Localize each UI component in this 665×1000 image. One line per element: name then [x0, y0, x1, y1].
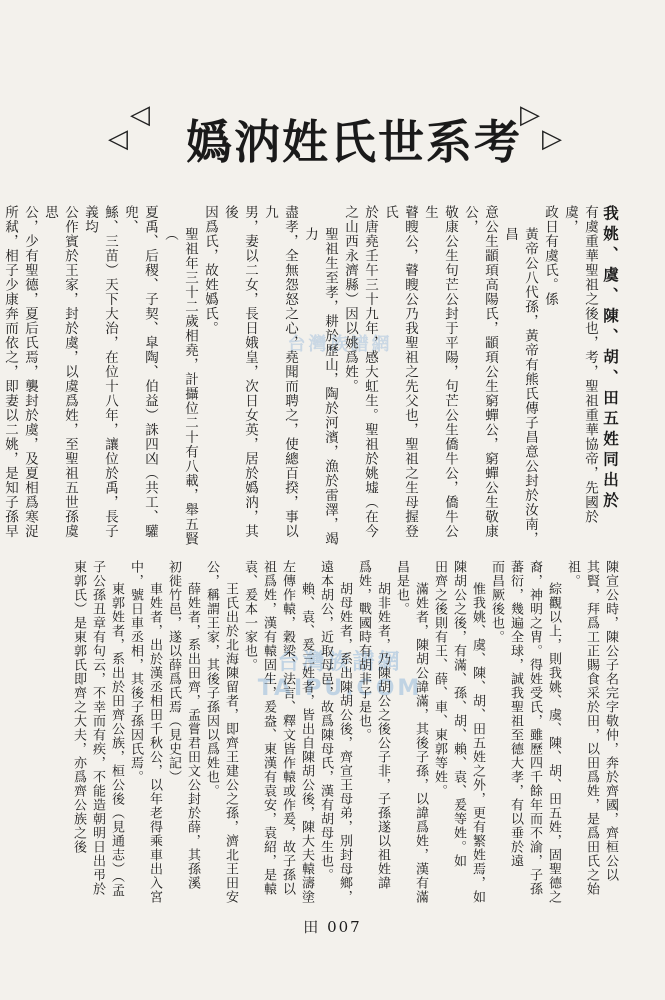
- text-column: 而昌厥後也。: [489, 560, 504, 644]
- text-column: 袁、爰本一家也。: [242, 560, 257, 672]
- text-column: 惟我姚、虞、陳、胡、田五姓之外，更有繁姓焉，如: [470, 582, 485, 904]
- left-arrow-mark-bottom: ◁: [108, 124, 128, 154]
- text-column: 車姓者，出於漢丞相田千秋公，以年老得乘車出入宮: [147, 582, 162, 904]
- text-column: 之山西永濟縣）因以姚爲姓。: [342, 205, 358, 394]
- text-column: 胡母姓者，系出陳胡公後，齊宣王母弟，別封母鄉，: [337, 582, 352, 904]
- text-column: 我姚、虞、陳、胡、田五姓同出於: [601, 205, 620, 513]
- text-column: 意公生顓頊高陽氏，顓頊公生窮蟬公，窮蟬公生敬康公，: [462, 205, 498, 539]
- text-column: 子公孫丑章有句云，不幸而有疾，不能造朝明日出弔於: [90, 560, 105, 896]
- text-column: 公，少有聖德，夏后氏焉，襲封於虞，及夏相爲寒浞: [22, 205, 38, 539]
- text-column: 瞽瞍公，瞽瞍公乃我聖祖之先父也，聖祖之生母握登氏: [382, 205, 418, 539]
- text-column: 聖祖年三十二歲相堯，計攝位二十有八載，舉五賢（: [162, 227, 198, 546]
- text-column: 政日有虞氏。係: [542, 205, 558, 307]
- text-column: 祖。: [565, 560, 580, 588]
- text-column: 左傳作轅，穀梁、法言、釋文皆作轅或作爰，故子孫以: [280, 560, 295, 896]
- text-column: 賴、袁、爰三姓者，皆出自陳胡公後，陳大夫轅濤塗: [299, 582, 314, 904]
- text-column: 盡孝，全無怨怒之心，堯聞而聘之，使總百揆，事以九: [262, 205, 298, 539]
- watermark-lower: 台灣族譜網 TAIPU.COM: [257, 650, 423, 701]
- text-column: 因爲氏，故姓嬀氏。: [202, 205, 218, 336]
- text-column: 敬康公生句芒公封于平陽，句芒公生僑牛公，僑牛公生: [422, 205, 458, 539]
- text-column: 薛姓者，系出田齊，孟嘗君田文公封於薛，其孫溪: [185, 582, 200, 890]
- text-column: 東郭姓者，系出於田齊公族，桓公後（見通志）（孟: [109, 582, 124, 898]
- text-column: 田齊之後則有王、薛、車、東郭等姓。: [432, 560, 447, 798]
- text-column: 蕃衍，幾遍全球，誠我聖祖至德大孝，有以垂於遠: [508, 560, 523, 868]
- text-column: 公，稱謂王家，其後子孫因以爲姓也。: [204, 560, 219, 798]
- text-column: 中，號日車丞相，其後子孫因氏焉。: [128, 560, 143, 784]
- text-column: 裔，神明之胄。得姓受氏，雖歷四千餘年而不渝，子孫: [527, 560, 542, 896]
- text-column: 祖爲姓，漢有轅固生，爰盎、東漢有袁安，袁紹，是轅: [261, 560, 276, 896]
- left-arrow-mark-top: ◁: [130, 100, 150, 130]
- text-column: 昌是也。: [394, 560, 409, 616]
- text-column: 陳宣公時，陳公子名完字敬仲，奔於齊國，齊桓公以: [603, 560, 618, 882]
- text-column: 公作賓於王家，封於虞，以虞爲姓，至聖祖五世孫虞思: [42, 205, 78, 539]
- text-column: 王氏出於北海陳留者，即齊王建公之孫，濟北王田安: [223, 582, 238, 904]
- text-column: 鯀、三苗）天下大治，在位十八年，讓位於禹，長子義均: [82, 205, 118, 539]
- text-column: 男，妻以二女，長日娥皇，次日女英，居於嬀汭，其後: [222, 205, 258, 539]
- page-title: 嬀汭姓氏世系考: [186, 115, 522, 169]
- title-block: [100, 100, 570, 184]
- watermark-upper: 台灣族譜網: [287, 334, 393, 355]
- right-arrow-mark-bottom: ▷: [542, 124, 562, 154]
- text-column: 滿姓者，陳胡公諱滿，其後子孫，以諱爲姓，漢有滿: [413, 582, 428, 904]
- text-column: 黃帝公八代孫，黃帝有熊氏傳子昌意公封於汝南，昌: [502, 227, 538, 546]
- text-column: 其賢，拜爲工正賜食采於田，以田爲姓，是爲田氏之始: [584, 560, 599, 896]
- text-column: 遠本胡公，近取母邑，故爲陳母氏，漢有胡母生也。: [318, 560, 333, 882]
- text-column: 胡非姓者，乃陳胡公之後公子非，子孫遂以祖姓諱: [375, 582, 390, 890]
- right-arrow-mark-top: ▷: [520, 100, 540, 130]
- text-column: 所弒，相子少康奔而依之，即妻以二姚，是知子孫早: [2, 205, 18, 539]
- text-column: 東郭氏）是東郭氏即齊之大夫，亦爲齊公族之後: [71, 560, 86, 854]
- text-column: 有虞重華聖祖之後也，考，聖祖重華協帝，先國於虞，: [562, 205, 598, 524]
- text-column: 初徙竹邑，遂以薛爲氏焉（見史記）: [166, 560, 181, 784]
- upper-text-block: [2, 205, 620, 550]
- text-column: 夏禹、后稷、子契、皐陶、伯益）誅四凶（共工、驩兜、: [122, 205, 158, 539]
- text-column: 爲姓，戰國時有胡非子是也。: [356, 560, 371, 742]
- text-column: 陳胡公之後，有滿、孫、胡、賴、袁、爰等姓。如: [451, 560, 466, 868]
- text-column: 綜觀以上，則我姚、虞、陳、胡、田五姓，固聖德之: [546, 582, 561, 904]
- text-column: 聖祖生至孝，耕於歷山，陶於河濱，漁於雷澤，竭力: [302, 227, 338, 546]
- text-column: 於唐堯壬午三十九年，感大虹生。聖祖於姚墟（在今: [362, 205, 378, 539]
- lower-text-block: [60, 560, 620, 905]
- page-number: 田 007: [303, 918, 362, 936]
